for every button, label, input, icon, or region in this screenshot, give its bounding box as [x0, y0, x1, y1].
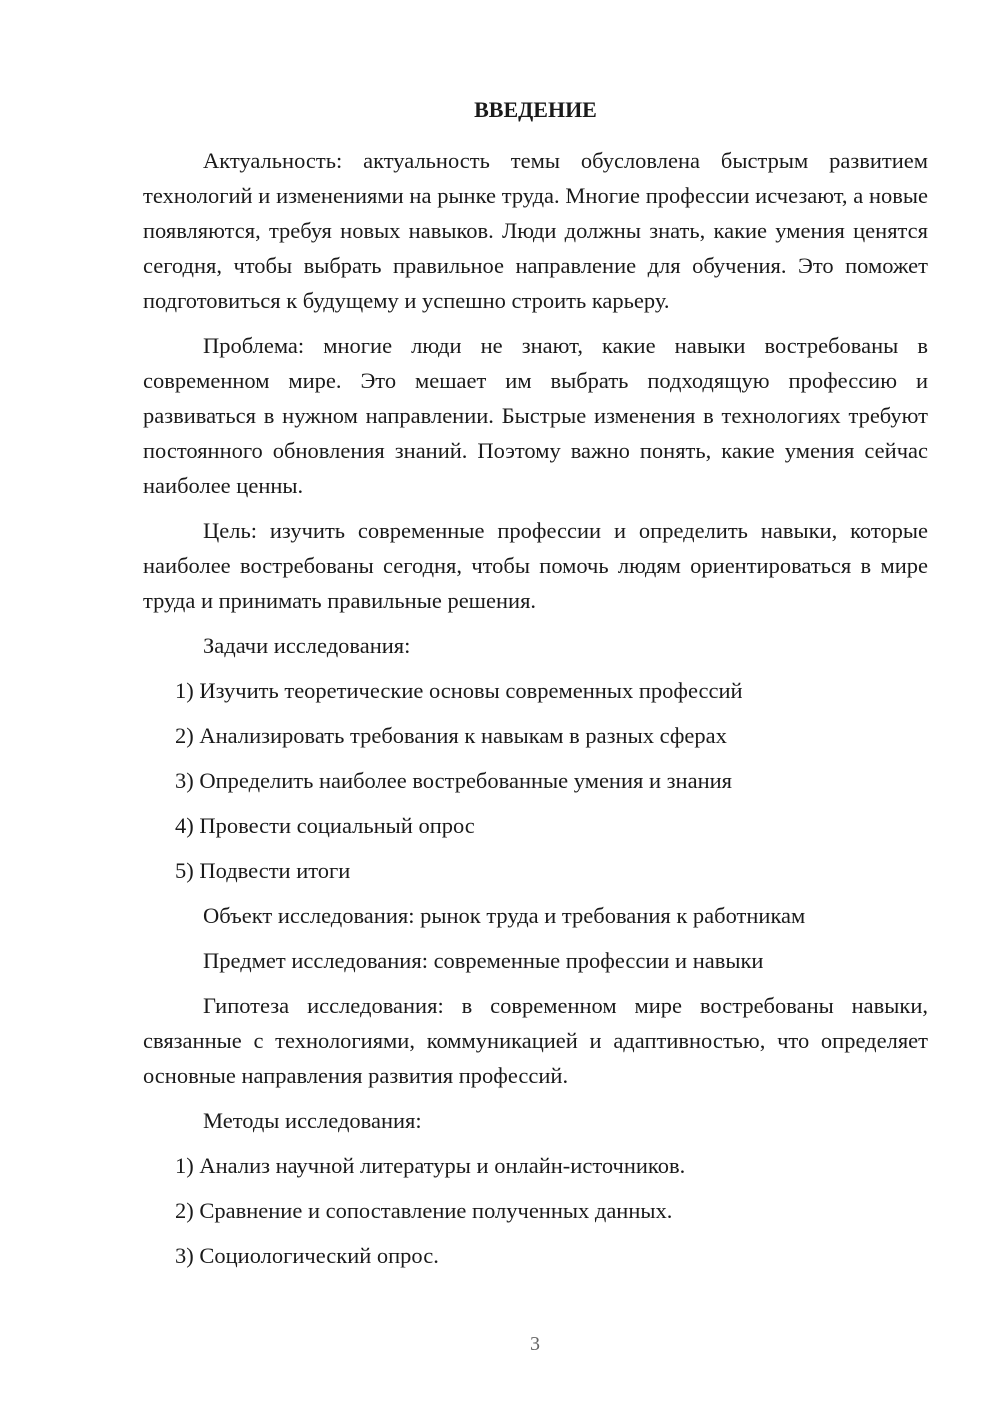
document-page	[143, 95, 928, 1283]
problem-paragraph: Проблема: многие люди не знают, какие навыки востребованы в современном мире. Это мешает им выбрать подходящую профессию и развиваться в нужном направлении. Быстрые изменения в технологиях требуют постоянного обновления знаний. Поэтому важно понять, какие умения сейчас наиболее ценны.	[143, 333, 928, 498]
methods-heading: Методы исследования:	[203, 1108, 422, 1133]
page-title: ВВЕДЕНИЕ	[474, 97, 597, 122]
task-item: 4) Провести социальный опрос	[175, 813, 475, 838]
methods-list	[143, 1148, 928, 1273]
object-line: Объект исследования: рынок труда и требования к работникам	[203, 903, 806, 928]
task-item: 1) Изучить теоретические основы современных профессий	[175, 678, 743, 703]
goal-paragraph: Цель: изучить современные профессии и определить навыки, которые наиболее востребованы сегодня, чтобы помочь людям ориентироваться в мире труда и принимать правильные решения.	[143, 518, 928, 613]
method-item: 1) Анализ научной литературы и онлайн-источников.	[175, 1153, 686, 1178]
task-item: 3) Определить наиболее востребованные умения и знания	[175, 768, 732, 793]
page-number: 3	[530, 1333, 540, 1355]
relevance-paragraph: Актуальность: актуальность темы обусловлена быстрым развитием технологий и изменениями на рынке труда. Многие профессии исчезают, а новые появляются, требуя новых навыков. Люди должны знать, какие умения ценятся сегодня, чтобы выбрать правильное направление для обучения. Это поможет подготовиться к будущему и успешно строить карьеру.	[143, 148, 928, 313]
hypothesis-paragraph: Гипотеза исследования: в современном мире востребованы навыки, связанные с технологиями, коммуникацией и адаптивностью, что определяет основные направления развития профессий.	[143, 993, 928, 1088]
method-item: 3) Социологический опрос.	[175, 1243, 439, 1268]
subject-line: Предмет исследования: современные профессии и навыки	[203, 948, 764, 973]
tasks-heading: Задачи исследования:	[203, 633, 411, 658]
task-item: 2) Анализировать требования к навыкам в разных сферах	[175, 723, 727, 748]
method-item: 2) Сравнение и сопоставление полученных данных.	[175, 1198, 673, 1223]
tasks-list	[143, 673, 928, 888]
task-item: 5) Подвести итоги	[175, 858, 351, 883]
